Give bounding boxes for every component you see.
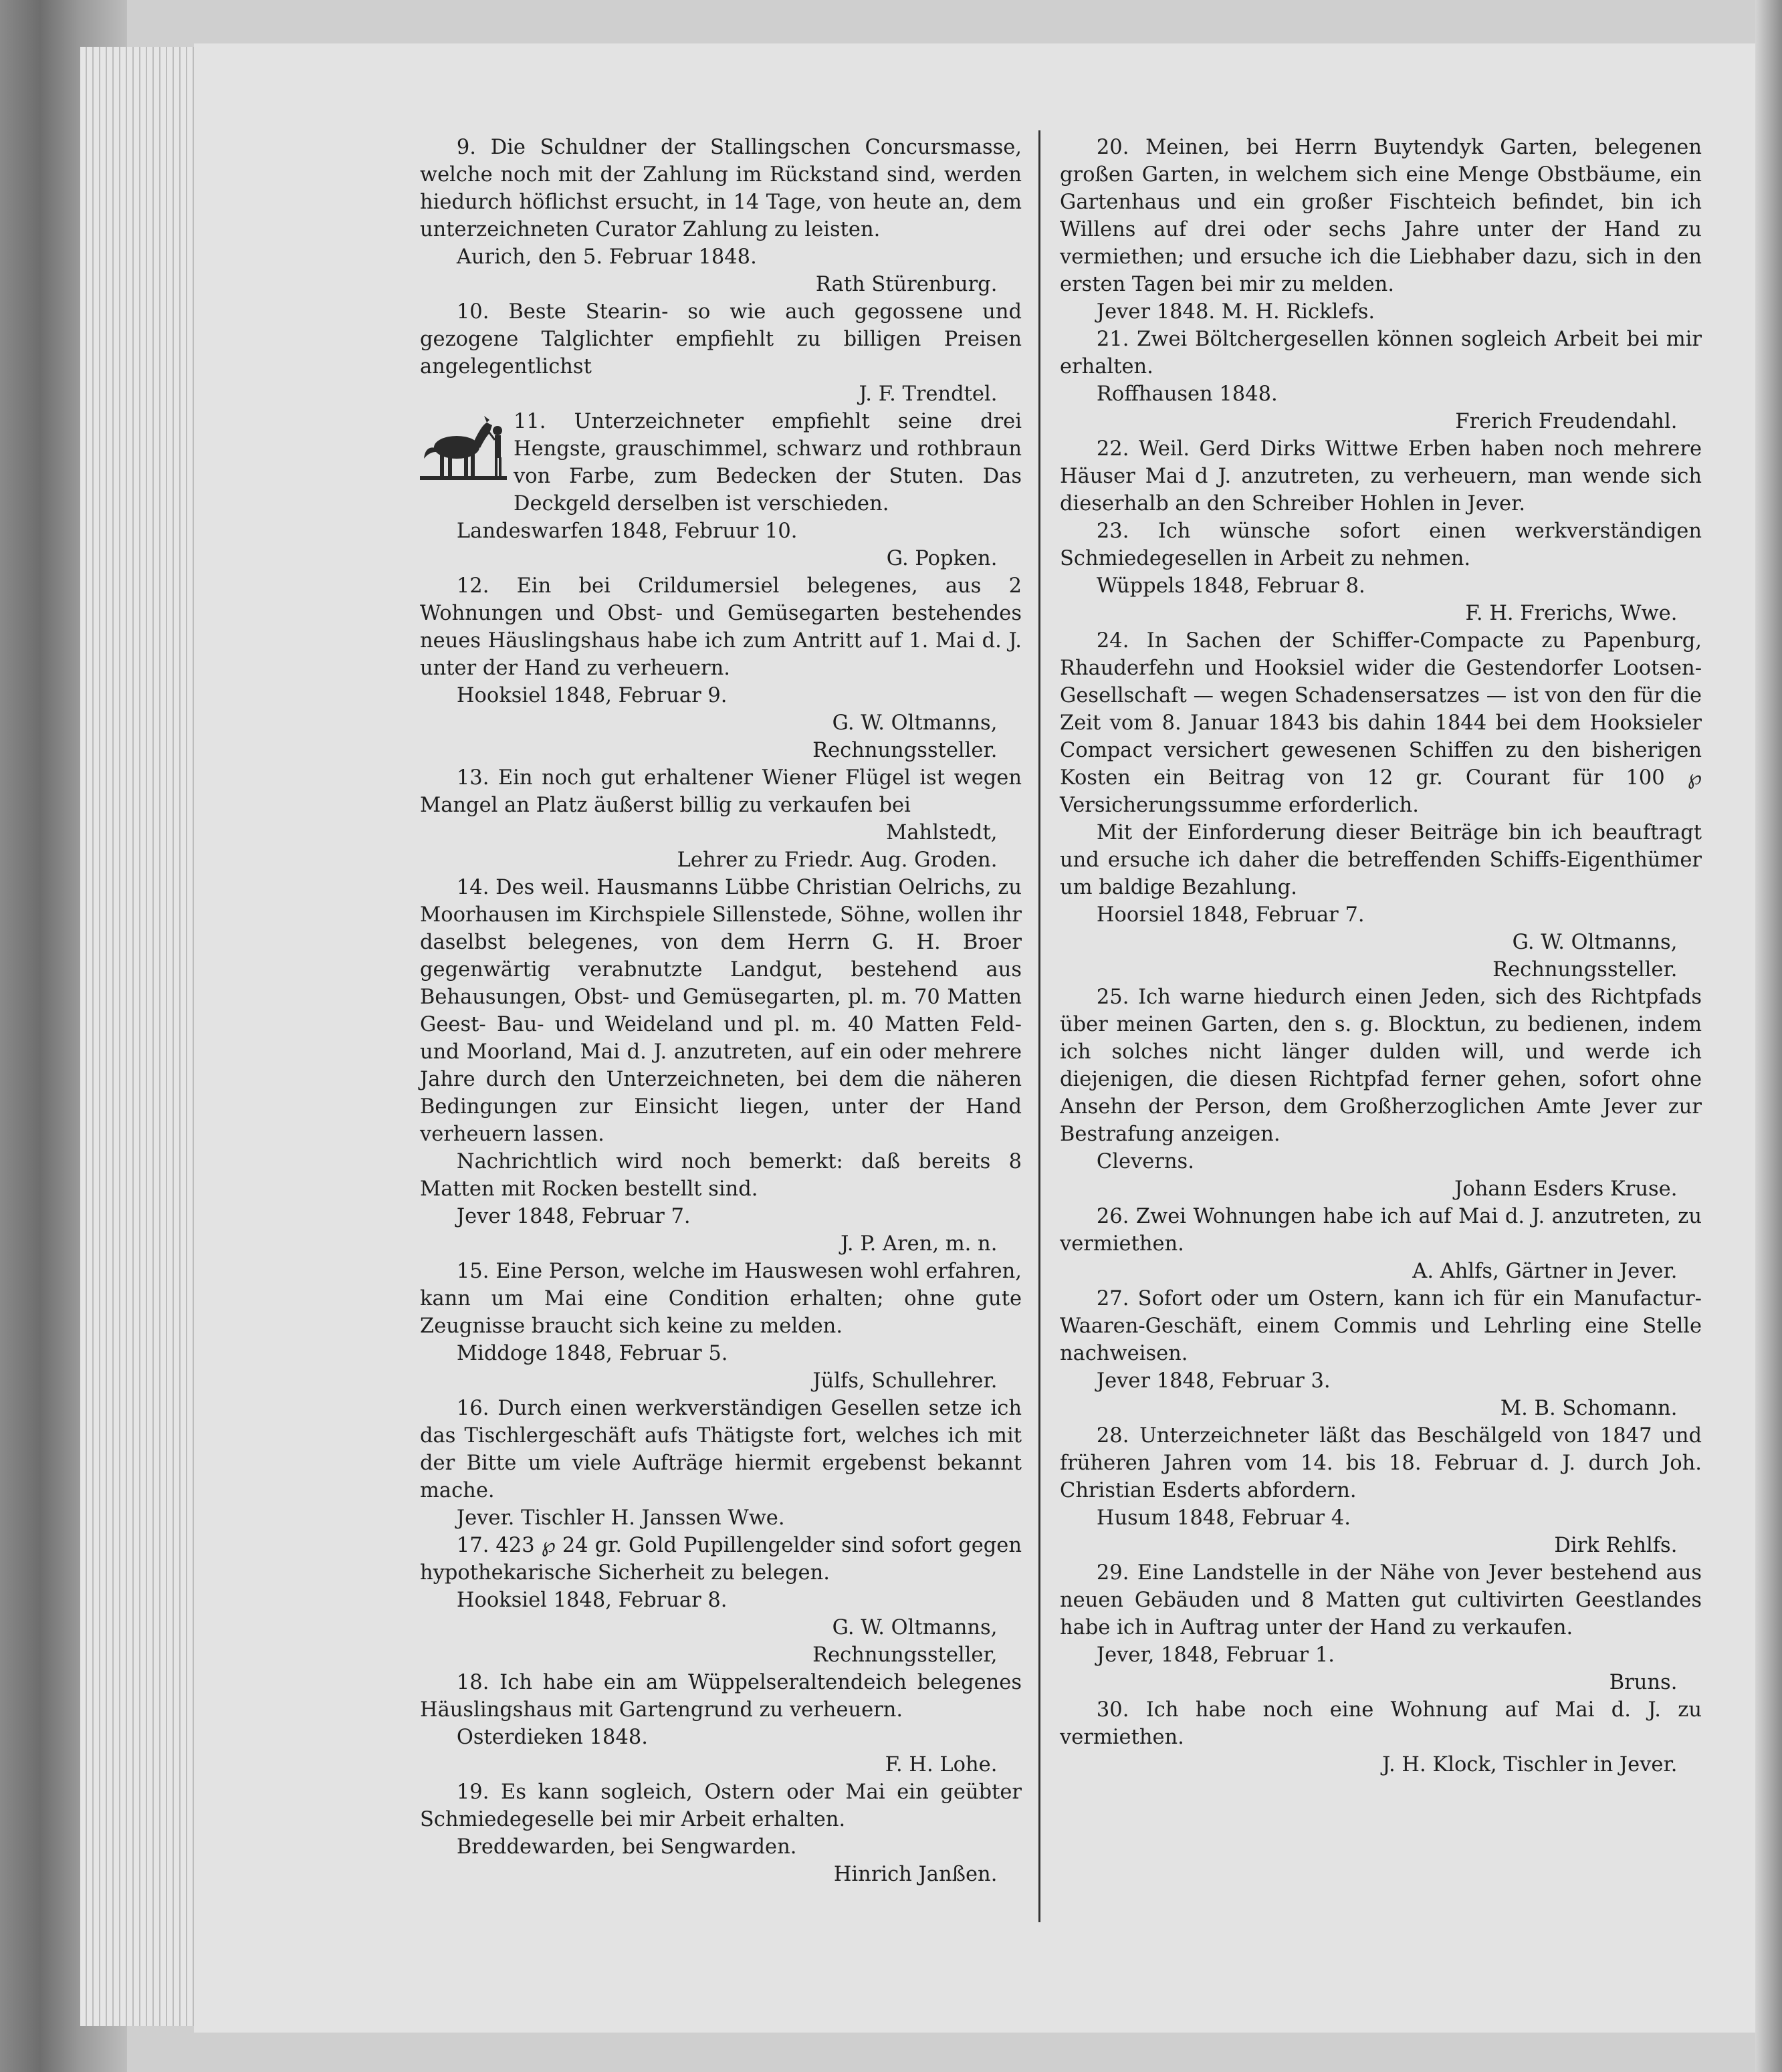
notice-item: [420, 134, 1022, 298]
notice-text: 30. Ich habe noch eine Wohnung auf Mai d. J. zu vermiethen.: [1060, 1698, 1702, 1749]
notice-item: [1060, 134, 1702, 326]
notice-text: 29. Eine Landstelle in der Nähe von Jever bestehend aus neuen Gebäuden und 8 Matten gut cultivirten Geestlandes habe ich in Auftrag unter der Hand zu verkaufen.: [1060, 1561, 1702, 1639]
notice-sign: G. W. Oltmanns,: [832, 1616, 998, 1639]
notice-place: Landeswarfen 1848, Februur 10.: [456, 520, 798, 543]
notice-place: Roffhausen 1848.: [1096, 382, 1278, 406]
horse-icon: [420, 411, 507, 484]
notice-sub: Rechnungssteller,: [812, 1643, 998, 1667]
notice-text: 20. Meinen, bei Herrn Buytendyk Garten, belegenen großen Garten, in welchem sich eine Menge Obstbäume, ein Gartenhaus und ein großer Fischteich befindet, bin ich Willens auf drei oder sechs Jahre unter der Hand zu vermiethen; und ersuche ich die Liebhaber dazu, sich in den ersten Tagen bei mir zu melden.: [1060, 136, 1702, 296]
notice-text: 13. Ein noch gut erhaltener Wiener Flügel ist wegen Mangel an Platz äußerst billig zu verkaufen bei: [420, 766, 1022, 817]
notice-place: Osterdieken 1848.: [456, 1726, 648, 1749]
right-column: [1060, 134, 1702, 1778]
left-column: [420, 134, 1022, 1888]
notice-text: 24. In Sachen der Schiffer-Compacte zu Papenburg, Rhauderfehn und Hooksiel wider die Gestendorfer Lootsen-Gesellschaft — wegen Schadensersatzes — ist von den für die Zeit vom 8. Januar 1843 bis dahin 1844 bei dem Hooksieler Compact versichert gewesenen Schiffen zu den bisherigen Kosten ein Beitrag von 12 gr. Courant für 100 ℘ Versicherungssumme erforderlich.: [1060, 629, 1702, 817]
notice-sign: Bruns.: [1609, 1671, 1678, 1694]
notice-place: Breddewarden, bei Sengwarden.: [456, 1835, 797, 1859]
notice-text: 19. Es kann sogleich, Ostern oder Mai ein geübter Schmiedegeselle bei mir Arbeit erhalten.: [420, 1780, 1022, 1831]
notice-sub: Rechnungssteller.: [1492, 958, 1678, 982]
notice-sign: G. W. Oltmanns,: [1512, 931, 1678, 954]
notice-sign: J. F. Trendtel.: [859, 382, 998, 406]
notice-item: [1060, 1696, 1702, 1778]
notice-item: [420, 1778, 1022, 1888]
notice-sign: Mahlstedt,: [886, 821, 998, 844]
notice-text: 18. Ich habe ein am Wüppelseraltendeich belegenes Häuslingshaus mit Gartengrund zu verheuern.: [420, 1671, 1022, 1722]
notice-item: [420, 1395, 1022, 1532]
notice-text: 26. Zwei Wohnungen habe ich auf Mai d. J. anzutreten, zu vermiethen.: [1060, 1205, 1702, 1256]
notice-text: 22. Weil. Gerd Dirks Wittwe Erben haben noch mehrere Häuser Mai d J. anzutreten, zu verheuern, man wende sich dieserhalb an den Schreiber Hohlen in Jever.: [1060, 437, 1702, 515]
page-edges: [80, 47, 194, 2026]
notice-item: [420, 1532, 1022, 1669]
notice-text: 14. Des weil. Hausmanns Lübbe Christian Oelrichs, zu Moorhausen im Kirchspiele Sillenstede, Söhne, wollen ihr daselbst belegenes, von dem Herrn G. H. Broer gegenwärtig verabnutzte Landgut, bestehend aus Behausungen, Obst- und Gemüsegarten, pl. m. 70 Matten Geest- Bau- und Weideland und pl. m. 40 Matten Feld- und Moorland, Mai d. J. anzutreten, auf ein oder mehrere Jahre durch den Unterzeichneten, bei dem die näheren Bedingungen zur Einsicht liegen, unter der Hand verheuern lassen.: [420, 876, 1022, 1146]
notice-extra: Mit der Einforderung dieser Beiträge bin ich beauftragt und ersuche ich daher die betreffenden Schiffs-Eigenthümer um baldige Bezahlung.: [1060, 821, 1702, 899]
notice-sign: Frerich Freudendahl.: [1455, 410, 1678, 433]
notice-sign: Johann Esders Kruse.: [1454, 1177, 1678, 1201]
notice-place: Jever, 1848, Februar 1.: [1096, 1643, 1335, 1667]
notice-sign: Hinrich Janßen.: [833, 1863, 998, 1886]
notice-sign: M. B. Schomann.: [1500, 1397, 1678, 1420]
notice-sub: Rechnungssteller.: [812, 739, 998, 762]
notice-item: [1060, 517, 1702, 627]
notice-item: [420, 874, 1022, 1258]
notice-item: [1060, 1559, 1702, 1696]
notice-item: [420, 1669, 1022, 1778]
notice-place: Aurich, den 5. Februar 1848.: [456, 245, 757, 269]
notice-item: [1060, 1422, 1702, 1559]
notice-text: 28. Unterzeichneter läßt das Beschälgeld von 1847 und früheren Jahren vom 14. bis 18. Februar d. J. durch Joh. Christian Esderts abfordern.: [1060, 1424, 1702, 1502]
notice-sign: F. H. Frerichs, Wwe.: [1465, 602, 1678, 625]
notice-sign: G. Popken.: [886, 547, 998, 570]
notice-place: Jever. Tischler H. Janssen Wwe.: [456, 1506, 785, 1530]
notice-text: 25. Ich warne hiedurch einen Jeden, sich des Richtpfads über meinen Garten, den s. g. Blocktun, zu bedienen, indem ich solches nicht länger dulden will, und werde ich diejenigen, die diesen Richtpfad ferner gehen, sofort ohne Ansehn der Person, dem Großherzoglichen Amte Jever zur Bestrafung anzeigen.: [1060, 986, 1702, 1146]
notice-item: [1060, 1203, 1702, 1285]
notice-item: [1060, 627, 1702, 984]
notice-sign: F. H. Lohe.: [885, 1753, 998, 1776]
column-divider: [1038, 130, 1040, 1922]
notice-text: 23. Ich wünsche sofort einen werkverständigen Schmiedegesellen in Arbeit zu nehmen.: [1060, 520, 1702, 570]
notice-horse-row: [420, 408, 1022, 517]
notice-place: Cleverns.: [1096, 1150, 1194, 1173]
notice-sign: A. Ahlfs, Gärtner in Jever.: [1412, 1260, 1678, 1283]
notice-sign: J. H. Klock, Tischler in Jever.: [1382, 1753, 1678, 1776]
notice-extra: Nachrichtlich wird noch bemerkt: daß bereits 8 Matten mit Rocken bestellt sind.: [420, 1150, 1022, 1201]
notice-text: 16. Durch einen werkverständigen Gesellen setze ich das Tischlergeschäft aufs Thätigste fort, welches ich mit der Bitte um viele Aufträge hiermit ergebenst bekannt mache.: [420, 1397, 1022, 1502]
notice-item: [420, 764, 1022, 874]
notice-text: 15. Eine Person, welche im Hauswesen wohl erfahren, kann um Mai eine Condition erhalten; ohne gute Zeugnisse braucht sich keine zu melden.: [420, 1260, 1022, 1338]
notice-sign: J. P. Aren, m. n.: [841, 1232, 998, 1256]
notice-place: Husum 1848, Februar 4.: [1096, 1506, 1351, 1530]
notice-text: 11. Unterzeichneter empfiehlt seine drei Hengste, grauschimmel, schwarz und rothbraun von Farbe, zum Bedecken der Stuten. Das Deckgeld derselben ist verschieden.: [514, 410, 1022, 515]
notice-place: Middoge 1848, Februar 5.: [456, 1342, 728, 1365]
notice-text: 17. 423 ℘ 24 gr. Gold Pupillengelder sind sofort gegen hypothekarische Sicherheit zu belegen.: [420, 1534, 1022, 1585]
notice-item: [1060, 984, 1702, 1203]
notice-text: 9. Die Schuldner der Stallingschen Concursmasse, welche noch mit der Zahlung im Rückstand sind, werden hiedurch höflichst ersucht, in 14 Tage, von heute an, dem unterzeichneten Curator Zahlung zu leisten.: [420, 136, 1022, 241]
notice-sign: Jülfs, Schullehrer.: [812, 1369, 998, 1393]
notice-text: 21. Zwei Böltchergesellen können sogleich Arbeit bei mir erhalten.: [1060, 328, 1702, 378]
notice-item: [1060, 1285, 1702, 1422]
notice-item: [420, 1258, 1022, 1395]
book-cover-right: [1755, 0, 1782, 2072]
notice-place: Jever 1848. M. H. Ricklefs.: [1096, 300, 1375, 324]
notice-item: [420, 572, 1022, 764]
notice-item: [420, 408, 1022, 572]
notice-item: [1060, 326, 1702, 435]
notice-item: [420, 298, 1022, 408]
notice-item: [1060, 435, 1702, 517]
notice-text: 27. Sofort oder um Ostern, kann ich für ein Manufactur-Waaren-Geschäft, einem Commis und Lehrling eine Stelle nachweisen.: [1060, 1287, 1702, 1365]
notice-place: Jever 1848, Februar 7.: [456, 1205, 691, 1228]
notice-place: Hooksiel 1848, Februar 8.: [456, 1589, 728, 1612]
notice-sub: Lehrer zu Friedr. Aug. Groden.: [677, 848, 998, 872]
notice-text: 12. Ein bei Crildumersiel belegenes, aus 2 Wohnungen und Obst- und Gemüsegarten bestehendes neues Häuslingshaus habe ich zum Antritt auf 1. Mai d. J. unter der Hand zu verheuern.: [420, 574, 1022, 680]
notice-place: Wüppels 1848, Februar 8.: [1096, 574, 1365, 598]
notice-place: Hoorsiel 1848, Februar 7.: [1096, 903, 1365, 927]
notice-place: Jever 1848, Februar 3.: [1096, 1369, 1331, 1393]
notice-sign: Rath Stürenburg.: [815, 273, 998, 296]
notice-text: 10. Beste Stearin- so wie auch gegossene und gezogene Talglichter empfiehlt zu billigen Preisen angelegentlichst: [420, 300, 1022, 378]
notice-place: Hooksiel 1848, Februar 9.: [456, 684, 728, 707]
notice-sign: Dirk Rehlfs.: [1554, 1534, 1678, 1557]
notice-sign: G. W. Oltmanns,: [832, 711, 998, 735]
